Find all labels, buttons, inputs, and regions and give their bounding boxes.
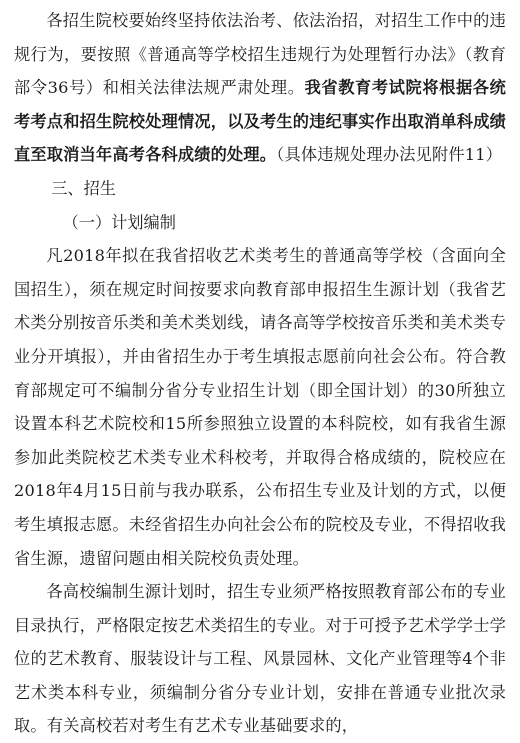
paragraph-violations-bold: 我省教育考试院将根据各统考考点和招生院校处理情况，以及考生的违纪事实作出取消单科成绩直至取消当年高考各科成绩的处理。 xyxy=(14,78,506,165)
paragraph-violations-text: 各招生院校要始终坚持依法治考、依法治招，对招生工作中的违规行为，要按照《普通高等学校招生违规行为处理暂行办法》（教育部令36号）和相关法律法规严肃处理。 xyxy=(14,11,506,98)
subsection-title-plan: （一）计划编制 xyxy=(62,212,176,232)
paragraph-violations xyxy=(14,4,506,172)
paragraph-majors: 各高校编制生源计划时，招生专业须严格按照教育部公布的专业目录执行，严格限定按艺术类招生的专业。对于可授予艺术学学士学位的艺术教育、服装设计与工程、风景园林、文化产业管理等4个非艺术类本科专业，须编制分省分专业计划，安排在普通专业批次录取。有关高校若对考生有艺术专业基础要求的， xyxy=(14,582,506,736)
paragraph-plan: 凡2018年拟在我省招收艺术类考生的普通高等学校（含面向全国招生），须在规定时间按要求向教育部申报招生生源计划（我省艺术类分别按音乐类和美术类划线，请各高等学校按音乐类和美术类专业分开填报），并由省招生办于考生填报志愿前向社会公布。符合教育部规定可不编制分省分专业招生计划（即全国计划）的30所独立设置本科艺术院校和15所参照独立设置的本科院校，如有我省生源参加此类院校艺术类专业术科校考，并取得合格成绩的，院校应在2018年4月15日前与我办联系，公布招生专业及计划的方式，以便考生填报志愿。未经省招生办向社会公布的院校及专业，不得招收我省生源，遗留问题由相关院校负责处理。 xyxy=(14,246,506,568)
paragraph-violations-tail: （具体违规处理办法见附件11） xyxy=(276,145,503,165)
section-title-admissions: 三、招生 xyxy=(51,178,116,198)
